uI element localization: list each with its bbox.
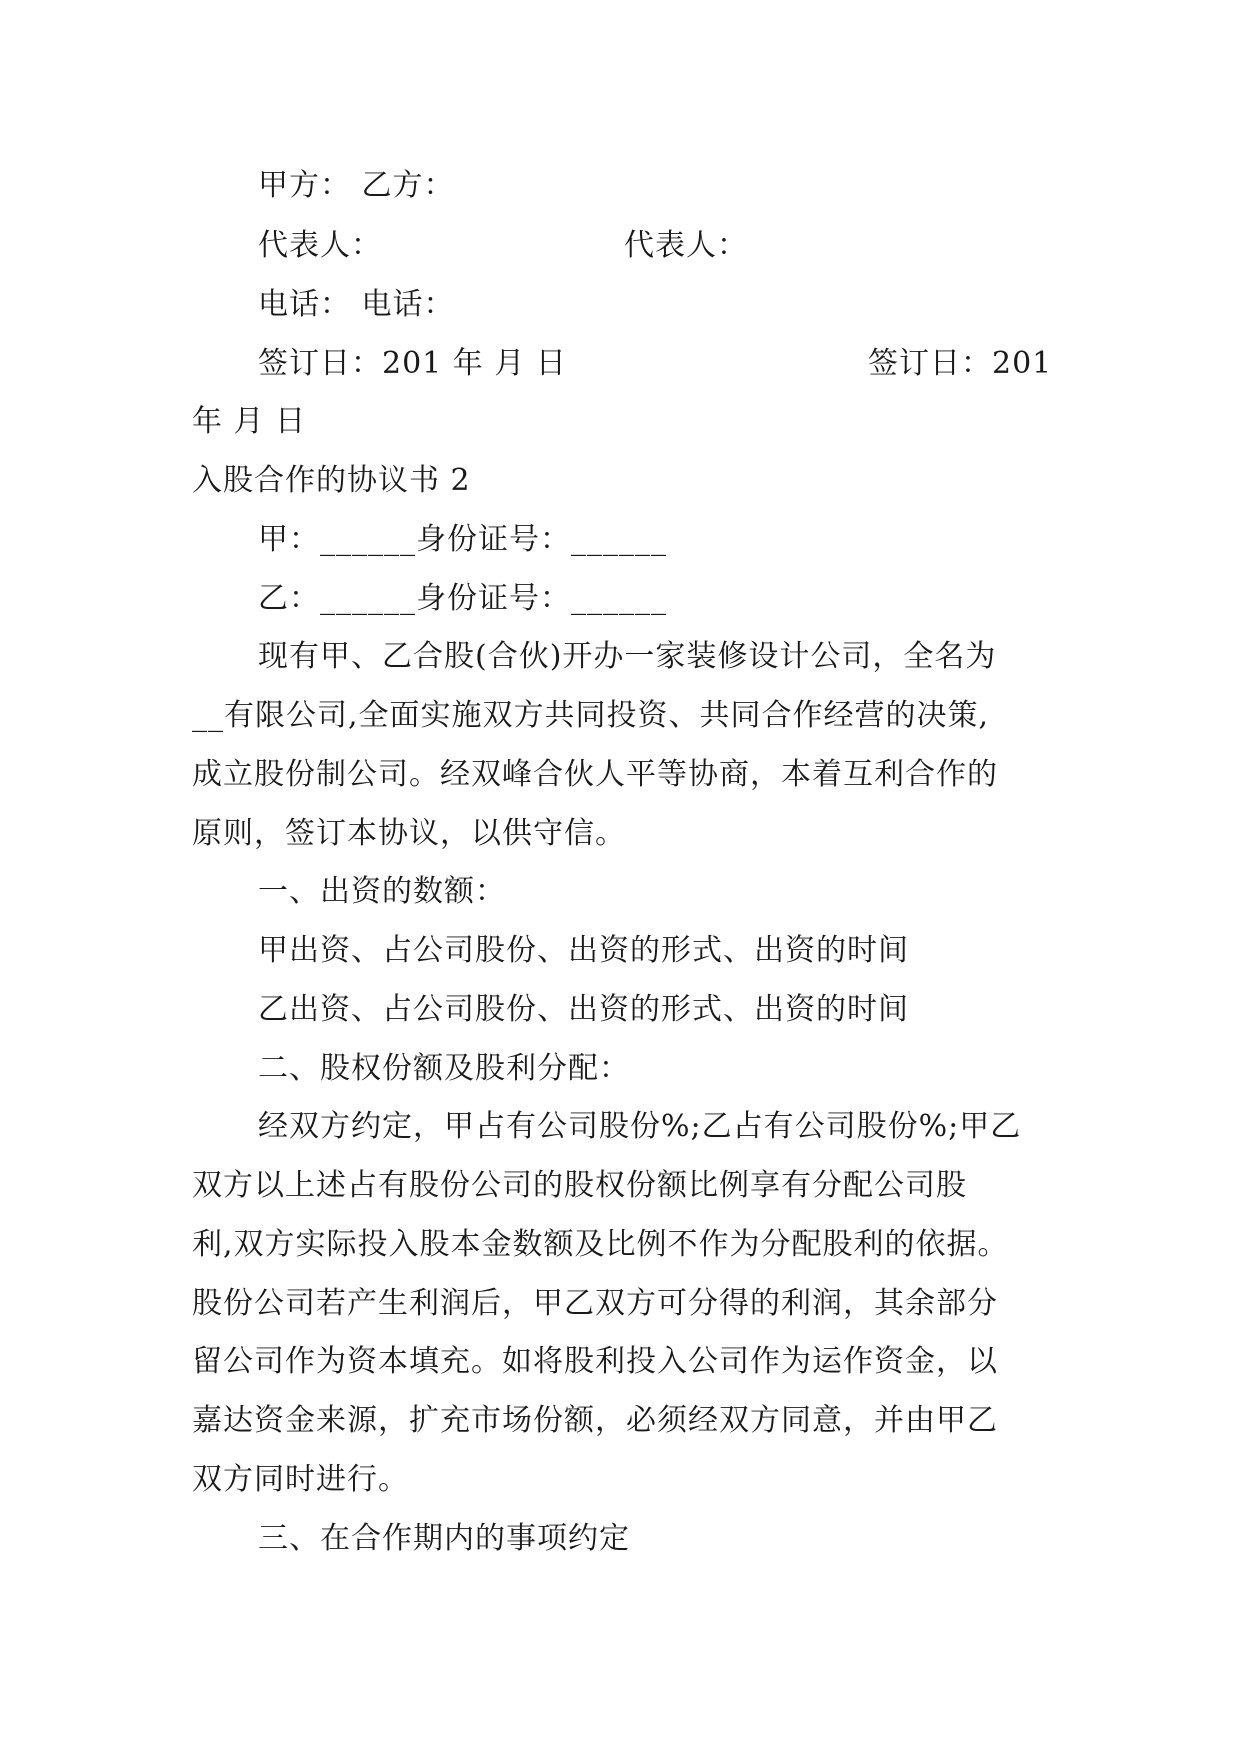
section2-body-line: 双方以上述占有股份公司的股权份额比例享有分配公司股 [192, 1168, 967, 1203]
section2-body-line: 嘉达资金来源，扩充市场份额，必须经双方同意，并由甲乙 [192, 1403, 998, 1438]
phone-line: 电话： 电话： [258, 287, 455, 322]
intro-line: 原则，签订本协议，以供守信。 [192, 816, 626, 851]
section3-title: 三、在合作期内的事项约定 [258, 1521, 630, 1556]
section2-body-line: 股份公司若产生利润后，甲乙双方可分得的利润，其余部分 [192, 1286, 998, 1321]
section2-title: 二、股权份额及股利分配： [258, 1051, 630, 1086]
intro-line: __有限公司,全面实施双方共同投资、共同合作经营的决策, [192, 698, 990, 733]
section2-body-line: 双方同时进行。 [192, 1462, 409, 1497]
intro-line: 现有甲、乙合股(合伙)开办一家装修设计公司，全名为 [258, 639, 997, 674]
representative-a: 代表人： [258, 228, 382, 263]
sign-date-b: 签订日：201 [868, 346, 1053, 381]
agreement-title: 入股合作的协议书 2 [192, 463, 471, 498]
representative-b: 代表人： [624, 228, 748, 263]
intro-line: 成立股份制公司。经双峰合伙人平等协商，本着互利合作的 [192, 757, 998, 792]
section1-title: 一、出资的数额： [258, 874, 506, 909]
section1-party-a: 甲出资、占公司股份、出资的形式、出资的时间 [258, 933, 909, 968]
sign-date-b-continued: 年 月 日 [192, 404, 307, 439]
sign-date-a: 签订日：201 年 月 日 [258, 346, 567, 381]
section2-body-line: 留公司作为资本填充。如将股利投入公司作为运作资金，以 [192, 1344, 998, 1379]
party-b-info: 乙：______身份证号：______ [258, 581, 667, 616]
section1-party-b: 乙出资、占公司股份、出资的形式、出资的时间 [258, 992, 909, 1027]
section2-body-line: 经双方约定，甲占有公司股份%;乙占有公司股份%;甲乙 [258, 1109, 1022, 1144]
section2-body-line: 利,双方实际投入股本金数额及比例不作为分配股利的依据。 [192, 1227, 1009, 1262]
party-line: 甲方： 乙方： [258, 168, 455, 203]
party-a-info: 甲：______身份证号：______ [258, 522, 667, 557]
